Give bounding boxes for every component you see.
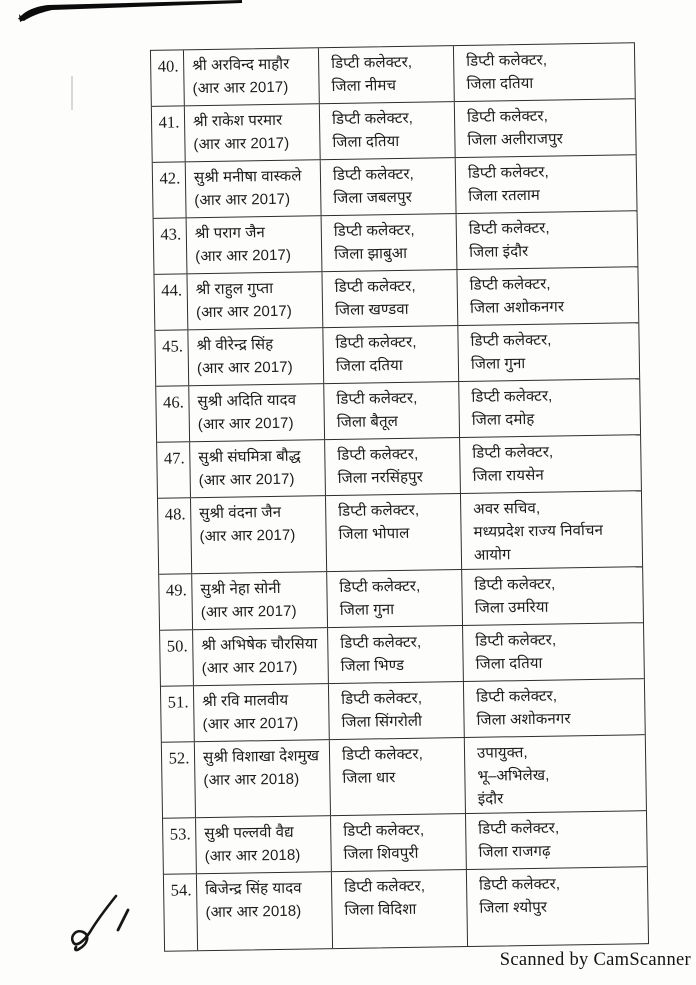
current-posting-cell: डिप्टी कलेक्टर, जिला सिंगरोली (329, 682, 465, 739)
officer-name-cell (196, 816, 332, 873)
row-serial-number: 40. (151, 50, 185, 106)
current-posting-cell: डिप्टी कलेक्टर, जिला गुना (327, 570, 463, 627)
row-serial-number: 54. (164, 874, 198, 951)
officer-name-cell (194, 684, 330, 741)
officer-name: सुश्री नेहा सोनी (200, 579, 281, 599)
officer-batch-year: (आर आर 2017) (193, 134, 290, 154)
officer-name-cell (187, 216, 323, 273)
officer-batch-year: (आर आर 2017) (201, 658, 298, 678)
officer-name-cell (189, 384, 325, 441)
officer-name: सुश्री वंदना जैन (199, 503, 282, 523)
table-row (155, 323, 639, 387)
row-serial-number: 50. (160, 630, 194, 686)
table-row (158, 491, 642, 575)
officer-name: श्री अरविन्द माहौर (192, 55, 290, 75)
officer-name: श्री राकेश परमार (192, 111, 283, 131)
officer-batch-year: (आर आर 2017) (192, 78, 289, 98)
table-row (157, 435, 641, 499)
current-posting-cell: डिप्टी कलेक्टर, जिला नरसिंहपुर (325, 438, 461, 495)
officer-name: श्री पराग जैन (194, 224, 266, 243)
officer-batch-year: (आर आर 2017) (198, 470, 295, 490)
new-posting-cell: डिप्टी कलेक्टर, जिला गुना (470, 331, 552, 373)
row-serial-number: 43. (154, 218, 188, 274)
table-row (153, 155, 637, 219)
row-serial-number: 47. (157, 442, 191, 498)
officer-batch-year: (आर आर 2017) (196, 358, 293, 378)
scan-artifact-line (71, 76, 73, 110)
new-posting-cell: डिप्टी कलेक्टर, जिला इंदौर (468, 219, 550, 261)
row-serial-number: 44. (154, 274, 188, 330)
row-serial-number: 42. (153, 162, 187, 218)
table-row (159, 567, 643, 631)
officer-name: सुश्री पल्लवी वैद्य (204, 823, 294, 843)
officer-name-cell (193, 628, 329, 685)
table-row (164, 867, 648, 951)
officer-name: सुश्री संघमित्रा बौद्ध (198, 447, 301, 467)
officer-name: सुश्री विशाखा देशमुख (202, 747, 320, 767)
current-posting-cell: डिप्टी कलेक्टर, जिला नीमच (319, 46, 455, 103)
row-serial-number: 53. (163, 818, 197, 874)
new-posting-cell: अवर सचिव, मध्यप्रदेश राज्य निर्वाचन आयोग (473, 499, 604, 564)
table-row (154, 211, 638, 275)
current-posting-cell: डिप्टी कलेक्टर, जिला भोपाल (326, 494, 462, 571)
row-serial-number: 41. (152, 106, 186, 162)
row-serial-number: 46. (156, 386, 190, 442)
officer-name: श्री अभिषेक चौरसिया (201, 635, 318, 655)
officer-batch-year: (आर आर 2017) (199, 526, 296, 546)
table-row (162, 735, 646, 819)
row-serial-number: 49. (159, 574, 193, 630)
current-posting-cell: डिप्टी कलेक्टर, जिला दतिया (323, 326, 459, 383)
scan-artifact-streak (16, 0, 246, 22)
current-posting-cell: डिप्टी कलेक्टर, जिला विदिशा (332, 870, 468, 948)
officer-name-cell (192, 572, 328, 629)
current-posting-cell: डिप्टी कलेक्टर, जिला धार (330, 738, 466, 815)
current-posting-cell: डिप्टी कलेक्टर, जिला बैतूल (324, 382, 460, 439)
row-serial-number: 51. (161, 686, 195, 742)
new-posting-cell: डिप्टी कलेक्टर, जिला दतिया (466, 51, 548, 93)
new-posting-cell: डिप्टी कलेक्टर, जिला राजगढ़ (478, 819, 560, 861)
transfer-table (150, 42, 649, 952)
officer-batch-year: (आर आर 2017) (195, 302, 293, 322)
signature-mark (66, 886, 138, 954)
officer-batch-year: (आर आर 2017) (197, 414, 294, 434)
new-posting-cell: डिप्टी कलेक्टर, जिला दतिया (475, 631, 557, 673)
new-posting-cell: डिप्टी कलेक्टर, जिला अलीराजपुर (466, 107, 563, 149)
table-row (160, 623, 644, 687)
current-posting-cell: डिप्टी कलेक्टर, जिला जबलपुर (321, 158, 457, 215)
officer-batch-year: (आर आर 2018) (204, 846, 301, 866)
table-row (151, 43, 635, 107)
current-posting-cell: डिप्टी कलेक्टर, जिला भिण्ड (328, 626, 464, 683)
new-posting-cell: डिप्टी कलेक्टर, जिला रायसेन (472, 443, 554, 485)
officer-name: श्री रवि मालवीय (202, 691, 289, 711)
new-posting-cell: डिप्टी कलेक्टर, जिला श्योपुर (478, 875, 561, 917)
officer-batch-year: (आर आर 2018) (205, 902, 302, 922)
table-row (156, 379, 640, 443)
current-posting-cell: डिप्टी कलेक्टर, जिला झाबुआ (322, 214, 458, 271)
new-posting-cell: डिप्टी कलेक्टर, जिला दमोह (471, 387, 553, 429)
row-serial-number: 52. (162, 742, 196, 818)
officer-name: सुश्री मनीषा वास्कले (193, 167, 302, 187)
new-posting-cell: डिप्टी कलेक्टर, जिला उमरिया (474, 575, 556, 617)
new-posting-cell: डिप्टी कलेक्टर, जिला रतलाम (467, 163, 550, 205)
camscanner-credit: Scanned by CamScanner (499, 950, 691, 970)
new-posting-cell: डिप्टी कलेक्टर, जिला अशोकनगर (476, 687, 571, 729)
row-serial-number: 48. (158, 498, 192, 574)
officer-name: श्री राहुल गुप्ता (195, 279, 274, 299)
officer-batch-year: (आर आर 2018) (203, 770, 300, 790)
officer-name: बिजेन्द्र सिंह यादव (205, 879, 302, 899)
officer-batch-year: (आर आर 2017) (200, 602, 297, 622)
officer-name-cell (191, 496, 327, 573)
officer-batch-year: (आर आर 2017) (202, 714, 299, 734)
table-row (154, 267, 638, 331)
officer-name-cell (190, 440, 326, 497)
officer-batch-year: (आर आर 2017) (195, 246, 292, 266)
new-posting-cell: डिप्टी कलेक्टर, जिला अशोकनगर (469, 275, 565, 317)
officer-name-cell (186, 160, 322, 217)
officer-name: सुश्री अदिति यादव (197, 391, 297, 411)
transfer-table-body (151, 43, 648, 950)
officer-name-cell (188, 328, 324, 385)
officer-name-cell (184, 48, 320, 105)
officer-name-cell (187, 272, 323, 329)
current-posting-cell: डिप्टी कलेक्टर, जिला दतिया (320, 102, 456, 159)
officer-name-cell (195, 740, 331, 817)
officer-name: श्री वीरेन्द्र सिंह (196, 335, 274, 355)
officer-name-cell (197, 872, 333, 950)
current-posting-cell: डिप्टी कलेक्टर, जिला खण्डवा (322, 270, 458, 327)
officer-name-cell (185, 104, 321, 161)
table-row (163, 811, 647, 875)
table-row (152, 99, 636, 163)
officer-batch-year: (आर आर 2017) (194, 190, 291, 210)
row-serial-number: 45. (155, 330, 189, 386)
table-row (161, 679, 645, 743)
current-posting-cell: डिप्टी कलेक्टर, जिला शिवपुरी (331, 814, 467, 871)
new-posting-cell: उपायुक्त, भू–अभिलेख, इंदौर (476, 744, 550, 808)
